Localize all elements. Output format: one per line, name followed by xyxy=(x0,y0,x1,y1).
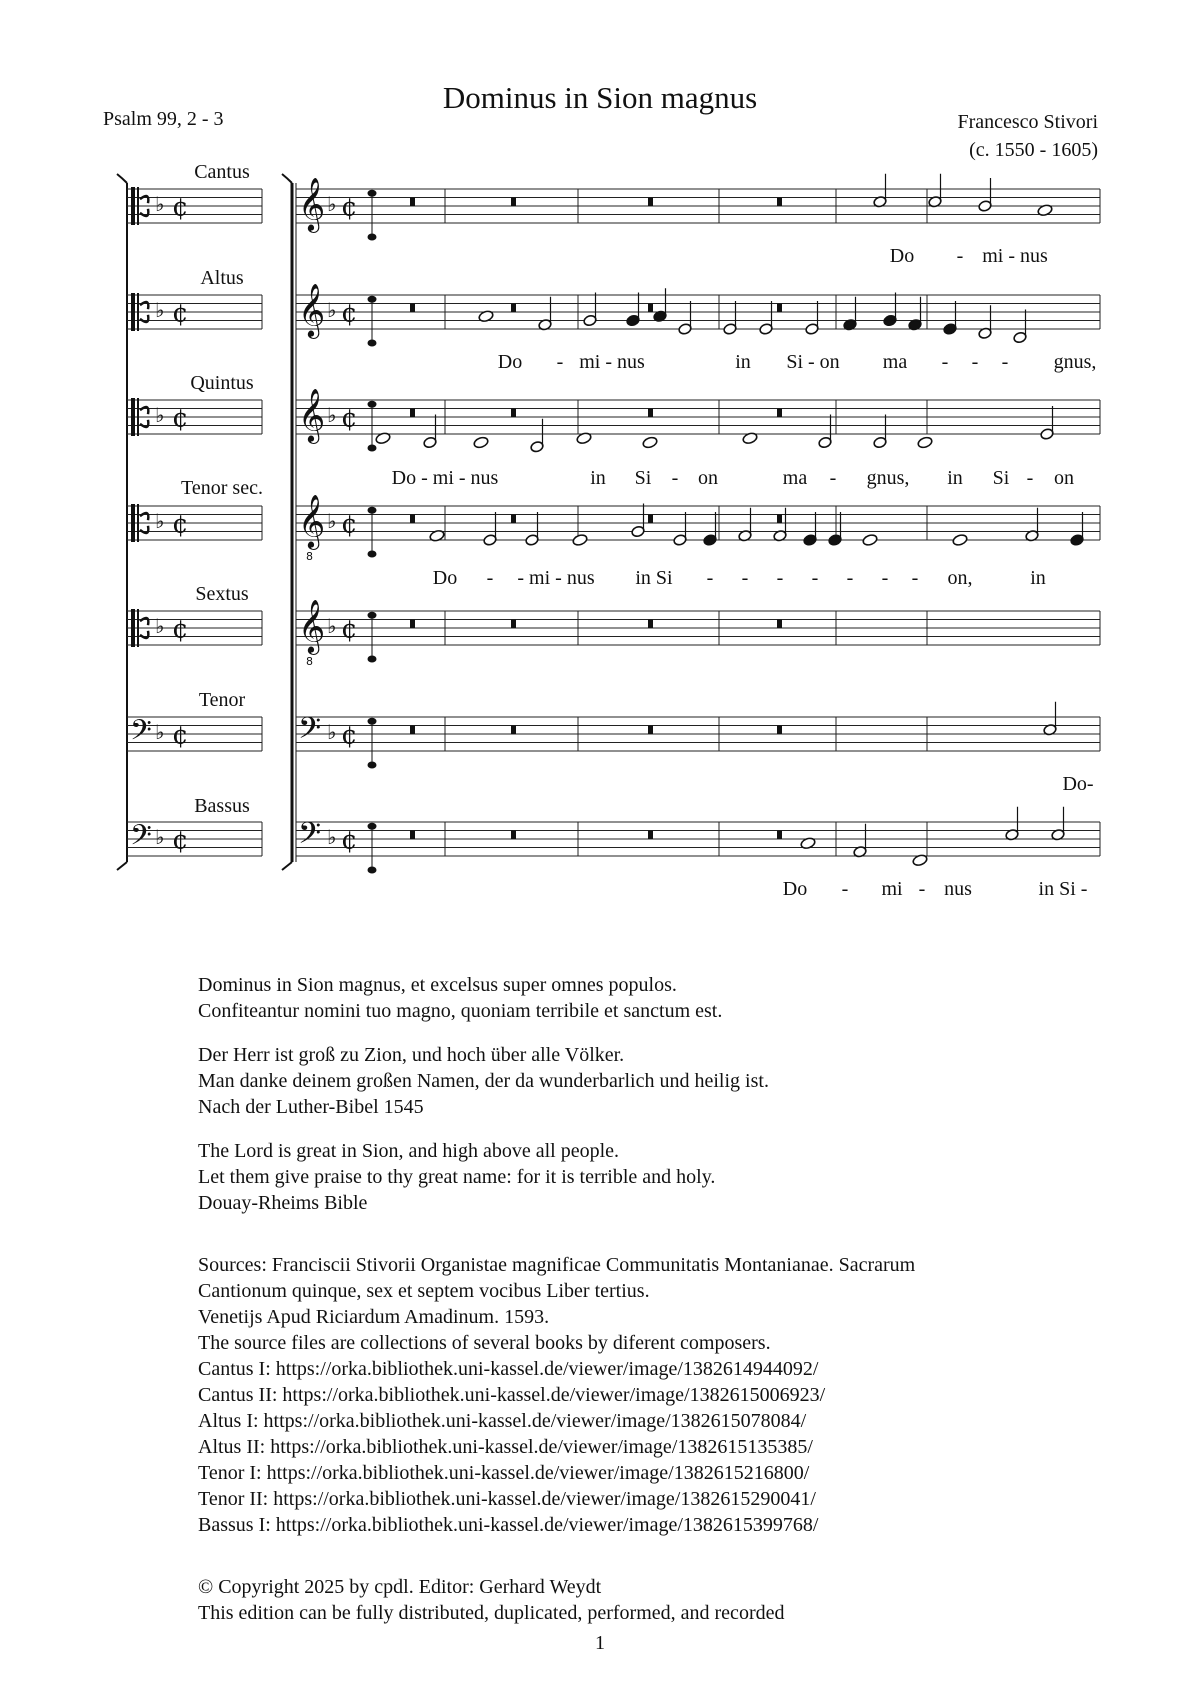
rest-icon xyxy=(511,726,516,735)
text-section xyxy=(198,972,1098,1644)
lyric-syllable: - xyxy=(881,567,889,589)
text-line: Cantus II: https://orka.bibliothek.uni-kassel.de/viewer/image/1382615006923/ xyxy=(198,1384,826,1406)
text-line: Tenor II: https://orka.bibliothek.uni-kassel.de/viewer/image/1382615290041/ xyxy=(198,1488,816,1510)
c-clef-icon xyxy=(137,398,139,436)
rest-icon xyxy=(777,726,782,735)
lyric-syllable: - xyxy=(911,567,919,589)
lyric-syllable: in xyxy=(590,467,606,489)
german-text xyxy=(198,1042,1098,1120)
text-line: Altus II: https://orka.bibliothek.uni-kassel.de/viewer/image/1382615135385/ xyxy=(198,1436,813,1458)
text-line: Cantionum quinque, sex et septem vocibus Liber tertius. xyxy=(198,1280,650,1302)
lyric-syllable: - xyxy=(556,351,564,373)
text-line: Altus I: https://orka.bibliothek.uni-kassel.de/viewer/image/1382615078084/ xyxy=(198,1410,807,1432)
c-clef-icon xyxy=(137,609,139,647)
c-clef-icon xyxy=(137,293,139,331)
rest-icon xyxy=(511,304,516,313)
text-line: Cantus I: https://orka.bibliothek.uni-kassel.de/viewer/image/1382614944092/ xyxy=(198,1358,819,1380)
lyric-syllable: nus xyxy=(944,878,972,900)
lyric-syllable: in Si - xyxy=(1038,878,1088,900)
lyric-syllable: - xyxy=(971,351,979,373)
main-bracket-bottom xyxy=(282,862,292,870)
rest-icon xyxy=(410,831,415,840)
rest-icon xyxy=(648,198,653,207)
octave-mark-icon: 8 xyxy=(306,550,313,563)
lyric-syllable: Si - on xyxy=(786,351,840,373)
lyric-syllable: in xyxy=(1030,567,1046,589)
lyric-syllable: - xyxy=(941,351,949,373)
ambitus-note xyxy=(368,656,377,663)
text-line: Man danke deinem großen Namen, der da wunderbarlich und heilig ist. xyxy=(198,1070,769,1092)
f-clef-icon: 𝄢 xyxy=(130,714,152,755)
rest-icon xyxy=(410,515,415,524)
lyric-syllable: mi xyxy=(881,878,903,900)
treble-clef-icon: 𝄞 xyxy=(298,176,326,231)
c-clef-icon xyxy=(137,504,139,542)
c-clef-icon xyxy=(131,398,135,436)
text-line: The source files are collections of several books by diferent composers. xyxy=(198,1332,771,1354)
lyric-syllable: Si xyxy=(992,467,1010,489)
lyric-syllable: in xyxy=(735,351,751,373)
lyric-syllable: - xyxy=(829,467,837,489)
flat-icon: ♭ xyxy=(155,192,165,217)
lyric-syllable: Si xyxy=(634,467,652,489)
lyric-syllable: gnus, xyxy=(866,467,910,489)
rest-icon xyxy=(410,409,415,418)
composer-dates: (c. 1550 - 1605) xyxy=(969,139,1098,161)
flat-icon: ♭ xyxy=(155,825,165,850)
lyric-syllable: - xyxy=(1001,351,1009,373)
note-head xyxy=(572,533,588,546)
lyric-syllable: Do xyxy=(889,245,915,267)
lyric-syllable: on xyxy=(698,467,718,489)
rest-icon xyxy=(777,515,782,524)
text-line: Dominus in Sion magnus, et excelsus super omnes populos. xyxy=(198,974,677,996)
treble-clef-icon: 𝄞 xyxy=(298,387,326,442)
composer-name: Francesco Stivori xyxy=(957,111,1098,133)
lyric-syllable: on, xyxy=(947,567,973,589)
ambitus-note xyxy=(368,762,377,769)
note-head xyxy=(917,436,933,449)
ambitus-note xyxy=(368,867,377,874)
flat-icon: ♭ xyxy=(327,509,337,534)
lyrics-layer xyxy=(392,245,1097,900)
lyric-syllable: - xyxy=(706,567,714,589)
f-clef-icon: 𝄢 xyxy=(130,819,152,860)
note-head xyxy=(952,533,968,546)
text-line: The Lord is great in Sion, and high above all people. xyxy=(198,1140,620,1162)
rest-icon xyxy=(511,515,516,524)
main-bracket-top xyxy=(282,174,292,183)
page-title: Dominus in Sion magnus xyxy=(442,80,758,115)
rest-icon xyxy=(648,620,653,629)
octave-mark-icon: 8 xyxy=(306,655,313,668)
psalm-reference: Psalm 99, 2 - 3 xyxy=(103,108,224,130)
lyric-syllable: ma xyxy=(782,467,808,489)
cut-time-icon: ¢ xyxy=(341,720,358,751)
rest-icon xyxy=(777,304,782,313)
lyric-syllable: - xyxy=(1026,467,1034,489)
voice-name-3: Tenor sec. xyxy=(181,477,263,499)
latin-text xyxy=(198,972,1098,1024)
lyric-syllable: in Si xyxy=(635,567,673,589)
cut-time-icon: ¢ xyxy=(341,509,358,540)
flat-icon: ♭ xyxy=(327,614,337,639)
voice-name-2: Quintus xyxy=(190,372,254,394)
text-line: Douay-Rheims Bible xyxy=(198,1192,368,1214)
rest-icon xyxy=(410,198,415,207)
text-line: This edition can be fully distributed, duplicated, performed, and recorded xyxy=(198,1602,785,1624)
cut-time-icon: ¢ xyxy=(172,825,189,856)
lyric-syllable: Do- xyxy=(1062,773,1094,795)
bass-clef-icon: 𝄢 xyxy=(298,712,322,754)
rest-icon xyxy=(648,409,653,418)
rest-icon xyxy=(410,726,415,735)
cut-time-icon: ¢ xyxy=(341,403,358,434)
rest-icon xyxy=(777,409,782,418)
lyric-syllable: - xyxy=(486,567,494,589)
c-clef-icon xyxy=(131,187,135,225)
rest-icon xyxy=(648,726,653,735)
lyric-syllable: - xyxy=(741,567,749,589)
lyric-syllable: Do xyxy=(432,567,458,589)
voice-name-1: Altus xyxy=(200,267,244,289)
cut-time-icon: ¢ xyxy=(172,509,189,540)
voice-name-0: Cantus xyxy=(194,161,250,183)
ambitus-note xyxy=(368,445,377,452)
rest-icon xyxy=(410,620,415,629)
text-line: Tenor I: https://orka.bibliothek.uni-kassel.de/viewer/image/1382615216800/ xyxy=(198,1462,810,1484)
flat-icon: ♭ xyxy=(155,614,165,639)
lyric-syllable: mi - nus xyxy=(579,351,645,373)
flat-icon: ♭ xyxy=(327,720,337,745)
text-line: Sources: Franciscii Stivorii Organistae magnificae Communitatis Montanianae. Sacrarum xyxy=(198,1254,916,1276)
voice-name-6: Bassus xyxy=(194,795,250,817)
text-line: Confiteantur nomini tuo magno, quoniam terribile et sanctum est. xyxy=(198,1000,723,1022)
english-text xyxy=(198,1138,1098,1216)
lyric-syllable: - xyxy=(918,878,926,900)
lyric-syllable: ma xyxy=(882,351,908,373)
cut-time-icon: ¢ xyxy=(172,614,189,645)
lyric-syllable: mi - nus xyxy=(982,245,1048,267)
text-line: Let them give praise to thy great name: for it is terrible and holy. xyxy=(198,1166,716,1188)
flat-icon: ♭ xyxy=(327,825,337,850)
voice-name-4: Sextus xyxy=(195,583,249,605)
copyright-text xyxy=(198,1574,1098,1626)
cut-time-icon: ¢ xyxy=(172,720,189,751)
cut-time-icon: ¢ xyxy=(341,298,358,329)
lyric-syllable: - xyxy=(846,567,854,589)
cut-time-icon: ¢ xyxy=(341,614,358,645)
flat-icon: ♭ xyxy=(155,403,165,428)
flat-icon: ♭ xyxy=(155,720,165,745)
sources-text xyxy=(198,1252,1098,1538)
page-number: 1 xyxy=(595,1632,605,1654)
note-head xyxy=(473,436,489,449)
cut-time-icon: ¢ xyxy=(172,403,189,434)
lyric-syllable: - xyxy=(671,467,679,489)
rest-icon xyxy=(648,831,653,840)
ambitus-note xyxy=(368,234,377,241)
incipit-bracket-top xyxy=(117,174,127,183)
rest-icon xyxy=(648,515,653,524)
voice-names xyxy=(181,161,263,817)
rest-icon xyxy=(777,198,782,207)
lyric-syllable: on xyxy=(1054,467,1074,489)
cut-time-icon: ¢ xyxy=(172,192,189,223)
c-clef-icon xyxy=(131,609,135,647)
text-line: Der Herr ist groß zu Zion, und hoch über alle Völker. xyxy=(198,1044,625,1066)
lyric-syllable: - xyxy=(956,245,964,267)
lyric-syllable: Do - mi - nus xyxy=(391,467,499,489)
rest-icon xyxy=(777,620,782,629)
treble-clef-icon: 𝄞 xyxy=(298,282,326,337)
voice-name-5: Tenor xyxy=(198,689,246,711)
incipit-bracket-bottom xyxy=(117,862,127,870)
flat-icon: ♭ xyxy=(155,298,165,323)
rest-icon xyxy=(511,620,516,629)
c-clef-icon xyxy=(131,293,135,331)
flat-icon: ♭ xyxy=(155,509,165,534)
lyric-syllable: - mi - nus xyxy=(517,567,595,589)
lyric-syllable: - xyxy=(776,567,784,589)
lyric-syllable: - xyxy=(841,878,849,900)
treble-clef-icon: 𝄞 xyxy=(298,493,326,548)
rest-icon xyxy=(511,831,516,840)
rest-icon xyxy=(511,409,516,418)
score-static-elements xyxy=(117,174,1100,874)
text-line: Venetijs Apud Riciardum Amadinum. 1593. xyxy=(198,1306,550,1328)
c-clef-icon xyxy=(137,187,139,225)
c-clef-icon xyxy=(131,504,135,542)
lyric-syllable: Do xyxy=(782,878,808,900)
cut-time-icon: ¢ xyxy=(341,825,358,856)
ambitus-note xyxy=(368,551,377,558)
cut-time-icon: ¢ xyxy=(172,298,189,329)
lyric-syllable: - xyxy=(811,567,819,589)
flat-icon: ♭ xyxy=(327,298,337,323)
lyric-syllable: in xyxy=(947,467,963,489)
lyric-syllable: Do xyxy=(497,351,523,373)
rest-icon xyxy=(777,831,782,840)
flat-icon: ♭ xyxy=(327,192,337,217)
text-line: © Copyright 2025 by cpdl. Editor: Gerhard Weydt xyxy=(198,1576,602,1598)
text-line: Bassus I: https://orka.bibliothek.uni-kassel.de/viewer/image/1382615399768/ xyxy=(198,1514,819,1536)
note-head xyxy=(642,436,658,449)
rest-icon xyxy=(648,304,653,313)
flat-icon: ♭ xyxy=(327,403,337,428)
bass-clef-icon: 𝄢 xyxy=(298,817,322,859)
cut-time-icon: ¢ xyxy=(341,192,358,223)
lyric-syllable: gnus, xyxy=(1053,351,1097,373)
rest-icon xyxy=(511,198,516,207)
ambitus-note xyxy=(368,340,377,347)
text-line: Nach der Luther-Bibel 1545 xyxy=(198,1096,424,1118)
rest-icon xyxy=(410,304,415,313)
treble-clef-icon: 𝄞 xyxy=(298,598,326,653)
note-head xyxy=(862,533,878,546)
